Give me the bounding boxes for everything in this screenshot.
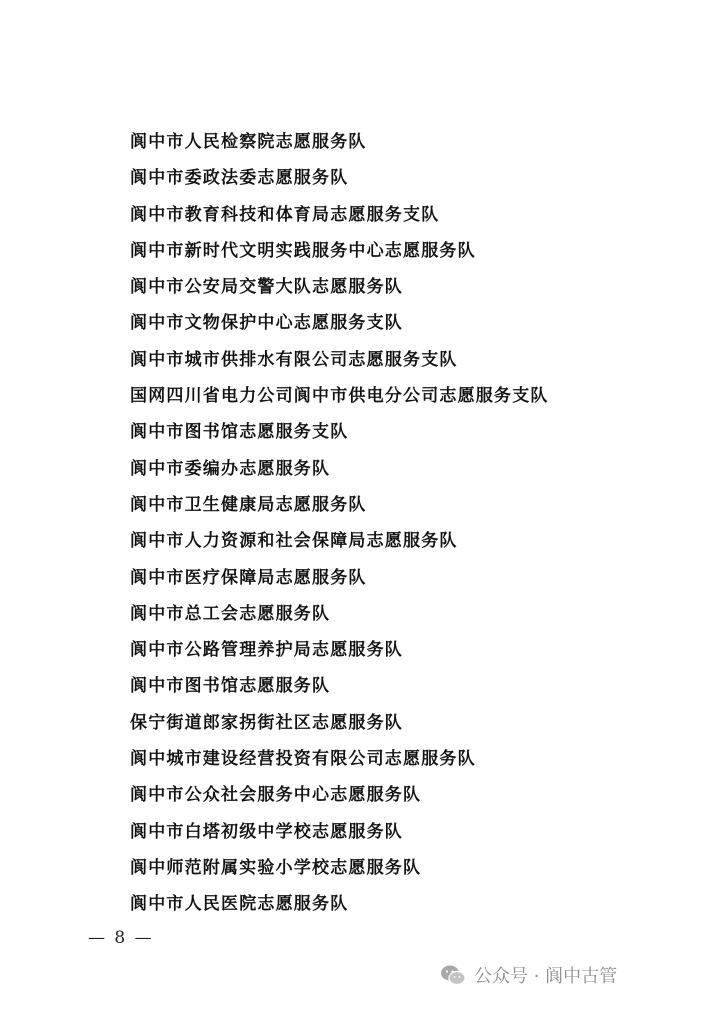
list-item: 阆中市人民检察院志愿服务队	[130, 132, 367, 152]
page-number: — 8 —	[88, 928, 154, 948]
list-item: 阆中市人民医院志愿服务队	[130, 894, 349, 915]
list-item: 阆中市公众社会服务中心志愿服务队	[130, 785, 422, 806]
list-item: 阆中市新时代文明实践服务中心志愿服务队	[130, 240, 476, 261]
watermark-text: 公众号 · 阆中古管	[474, 966, 618, 987]
list-item: 阆中市公安局交警大队志愿服务队	[130, 277, 403, 298]
list-item: 阆中市医疗保障局志愿服务队	[130, 567, 367, 588]
list-item: 阆中市公路管理养护局志愿服务队	[130, 640, 403, 661]
list-item: 阆中市文物保护中心志愿服务支队	[130, 313, 403, 334]
list-item: 国网四川省电力公司阆中市供电分公司志愿服务支队	[130, 386, 549, 407]
list-item: 阆中市委编办志愿服务队	[130, 458, 331, 479]
list-item: 阆中市总工会志愿服务队	[130, 603, 331, 624]
list-item: 阆中师范附属实验小学校志愿服务队	[130, 857, 422, 878]
watermark	[440, 962, 617, 988]
wechat-icon	[440, 964, 466, 986]
list-item: 阆中市委政法委志愿服务队	[130, 168, 349, 189]
list-item: 阆中市卫生健康局志愿服务队	[130, 494, 367, 515]
list-item: 保宁街道郎家拐街社区志愿服务队	[130, 712, 403, 733]
list-item: 阆中市图书馆志愿服务队	[130, 676, 331, 697]
volunteer-team-list	[130, 124, 549, 923]
list-item: 阆中市人力资源和社会保障局志愿服务队	[130, 531, 458, 552]
list-item: 阆中市教育科技和体育局志愿服务支队	[130, 204, 440, 225]
list-item: 阆中市图书馆志愿服务支队	[130, 422, 349, 443]
list-item: 阆中城市建设经营投资有限公司志愿服务队	[130, 749, 476, 770]
list-item: 阆中市白塔初级中学校志愿服务队	[130, 821, 403, 842]
list-item: 阆中市城市供排水有限公司志愿服务支队	[130, 349, 458, 370]
